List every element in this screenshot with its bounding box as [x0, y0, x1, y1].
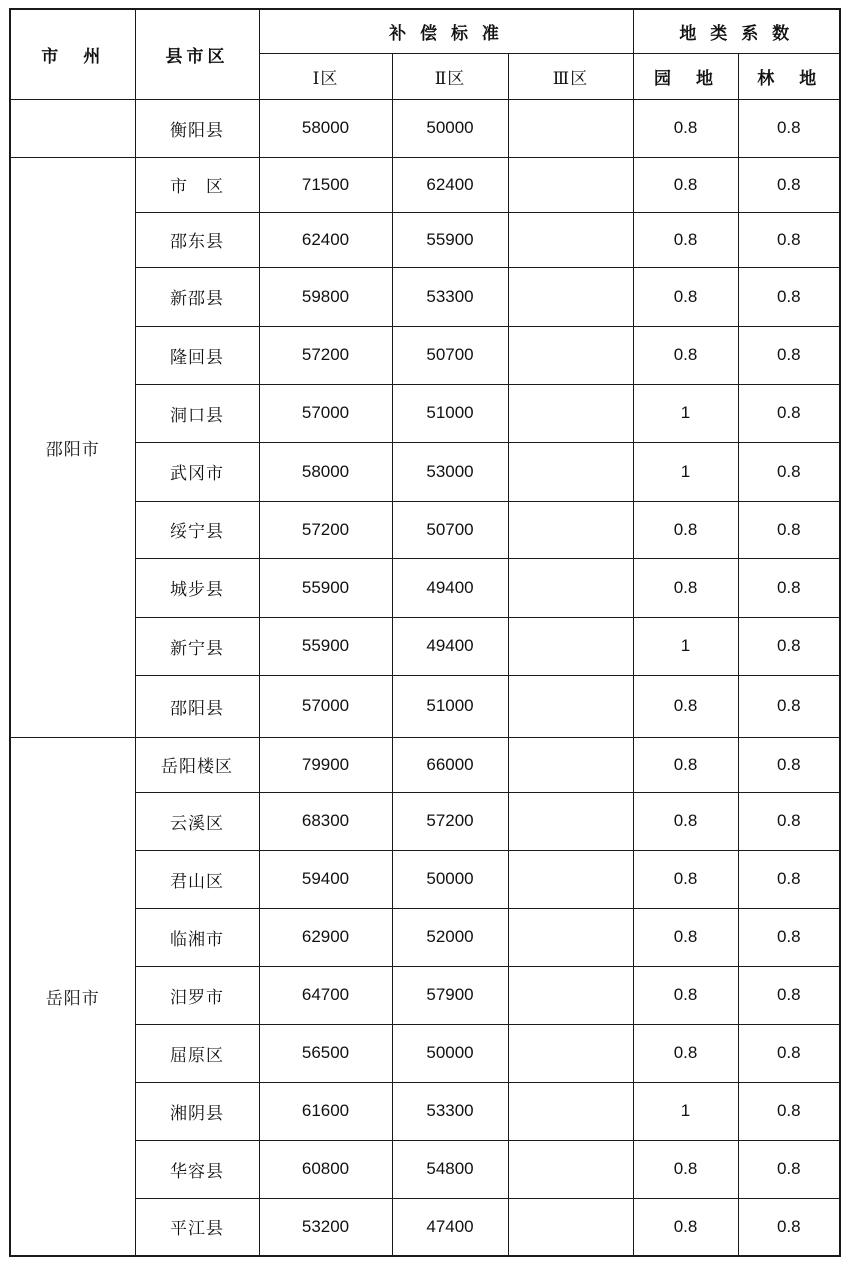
forest-coef: 0.8: [738, 792, 840, 850]
table-row: [10, 267, 840, 326]
zone2-value: 53300: [392, 1082, 508, 1140]
forest-coef: 0.8: [738, 99, 840, 157]
zone3-value: [508, 675, 633, 737]
zone1-value: 57000: [259, 384, 392, 442]
forest-coef: 0.8: [738, 1024, 840, 1082]
garden-coef: 1: [633, 1082, 738, 1140]
header-county: 县市区: [135, 9, 259, 99]
garden-coef: 0.8: [633, 267, 738, 326]
county-cell: 市 区: [135, 157, 259, 212]
forest-coef: 0.8: [738, 1082, 840, 1140]
zone1-value: 60800: [259, 1140, 392, 1198]
zone1-value: 59400: [259, 850, 392, 908]
county-cell: 新邵县: [135, 267, 259, 326]
forest-coef: 0.8: [738, 501, 840, 558]
county-cell: 岳阳楼区: [135, 737, 259, 792]
forest-coef: 0.8: [738, 384, 840, 442]
county-cell: 衡阳县: [135, 99, 259, 157]
table-body: [10, 99, 840, 1256]
zone2-value: 51000: [392, 675, 508, 737]
garden-coef: 0.8: [633, 157, 738, 212]
forest-coef: 0.8: [738, 675, 840, 737]
zone2-value: 53300: [392, 267, 508, 326]
garden-coef: 0.8: [633, 326, 738, 384]
table-row: [10, 1140, 840, 1198]
zone1-value: 57200: [259, 326, 392, 384]
header-zone-2: Ⅱ区: [392, 53, 508, 99]
zone2-value: 57200: [392, 792, 508, 850]
zone1-value: 58000: [259, 99, 392, 157]
garden-coef: 0.8: [633, 792, 738, 850]
zone3-value: [508, 384, 633, 442]
county-cell: 邵阳县: [135, 675, 259, 737]
table-row: [10, 617, 840, 675]
zone1-value: 68300: [259, 792, 392, 850]
zone1-value: 55900: [259, 558, 392, 617]
zone1-value: 71500: [259, 157, 392, 212]
zone3-value: [508, 737, 633, 792]
table-row: [10, 966, 840, 1024]
county-cell: 华容县: [135, 1140, 259, 1198]
city-cell: 邵阳市: [10, 157, 135, 737]
zone1-value: 59800: [259, 267, 392, 326]
garden-coef: 0.8: [633, 501, 738, 558]
zone3-value: [508, 1198, 633, 1256]
zone3-value: [508, 99, 633, 157]
zone1-value: 58000: [259, 442, 392, 501]
zone3-value: [508, 442, 633, 501]
zone2-value: 50700: [392, 326, 508, 384]
table-row: [10, 558, 840, 617]
header-garden: 园 地: [633, 53, 738, 99]
zone1-value: 79900: [259, 737, 392, 792]
garden-coef: 0.8: [633, 212, 738, 267]
county-cell: 洞口县: [135, 384, 259, 442]
table-row: [10, 1198, 840, 1256]
table-row: [10, 675, 840, 737]
forest-coef: 0.8: [738, 442, 840, 501]
zone2-value: 50000: [392, 850, 508, 908]
county-cell: 云溪区: [135, 792, 259, 850]
header-city: 市 州: [10, 9, 135, 99]
county-cell: 隆回县: [135, 326, 259, 384]
county-cell: 武冈市: [135, 442, 259, 501]
county-cell: 屈原区: [135, 1024, 259, 1082]
header-forest: 林 地: [738, 53, 840, 99]
zone2-value: 62400: [392, 157, 508, 212]
county-cell: 汨罗市: [135, 966, 259, 1024]
forest-coef: 0.8: [738, 212, 840, 267]
garden-coef: 0.8: [633, 1024, 738, 1082]
zone2-value: 49400: [392, 558, 508, 617]
zone3-value: [508, 1082, 633, 1140]
zone3-value: [508, 850, 633, 908]
garden-coef: 0.8: [633, 908, 738, 966]
zone2-value: 51000: [392, 384, 508, 442]
header-land-coefficient: 地 类 系 数: [633, 9, 840, 53]
garden-coef: 0.8: [633, 1140, 738, 1198]
zone1-value: 53200: [259, 1198, 392, 1256]
garden-coef: 0.8: [633, 966, 738, 1024]
county-cell: 平江县: [135, 1198, 259, 1256]
garden-coef: 1: [633, 442, 738, 501]
table-row: [10, 384, 840, 442]
city-cell: 岳阳市: [10, 737, 135, 1256]
zone1-value: 64700: [259, 966, 392, 1024]
zone3-value: [508, 326, 633, 384]
table-row: [10, 212, 840, 267]
zone2-value: 49400: [392, 617, 508, 675]
forest-coef: 0.8: [738, 617, 840, 675]
zone2-value: 50000: [392, 1024, 508, 1082]
zone1-value: 57000: [259, 675, 392, 737]
zone2-value: 57900: [392, 966, 508, 1024]
table-row: [10, 501, 840, 558]
compensation-table: [9, 8, 841, 1257]
table-row: [10, 792, 840, 850]
zone3-value: [508, 908, 633, 966]
garden-coef: 0.8: [633, 558, 738, 617]
table-row: [10, 1082, 840, 1140]
table-row: [10, 157, 840, 212]
garden-coef: 0.8: [633, 850, 738, 908]
forest-coef: 0.8: [738, 326, 840, 384]
forest-coef: 0.8: [738, 908, 840, 966]
county-cell: 君山区: [135, 850, 259, 908]
forest-coef: 0.8: [738, 558, 840, 617]
table-row: [10, 737, 840, 792]
forest-coef: 0.8: [738, 850, 840, 908]
garden-coef: 0.8: [633, 99, 738, 157]
county-cell: 城步县: [135, 558, 259, 617]
forest-coef: 0.8: [738, 157, 840, 212]
zone3-value: [508, 966, 633, 1024]
zone2-value: 50700: [392, 501, 508, 558]
zone1-value: 62900: [259, 908, 392, 966]
forest-coef: 0.8: [738, 966, 840, 1024]
zone3-value: [508, 501, 633, 558]
county-cell: 新宁县: [135, 617, 259, 675]
header-compensation-standard: 补 偿 标 准: [259, 9, 633, 53]
zone3-value: [508, 267, 633, 326]
zone3-value: [508, 1024, 633, 1082]
garden-coef: 1: [633, 384, 738, 442]
zone3-value: [508, 1140, 633, 1198]
table-row: [10, 850, 840, 908]
zone2-value: 55900: [392, 212, 508, 267]
table-row: [10, 1024, 840, 1082]
zone1-value: 61600: [259, 1082, 392, 1140]
forest-coef: 0.8: [738, 267, 840, 326]
county-cell: 绥宁县: [135, 501, 259, 558]
table-row: [10, 908, 840, 966]
table-row: [10, 99, 840, 157]
forest-coef: 0.8: [738, 737, 840, 792]
zone2-value: 54800: [392, 1140, 508, 1198]
city-cell: [10, 99, 135, 157]
garden-coef: 0.8: [633, 675, 738, 737]
county-cell: 湘阴县: [135, 1082, 259, 1140]
forest-coef: 0.8: [738, 1198, 840, 1256]
header-zone-1: Ⅰ区: [259, 53, 392, 99]
table-row: [10, 442, 840, 501]
zone1-value: 57200: [259, 501, 392, 558]
garden-coef: 0.8: [633, 737, 738, 792]
zone3-value: [508, 792, 633, 850]
zone2-value: 50000: [392, 99, 508, 157]
zone1-value: 55900: [259, 617, 392, 675]
zone3-value: [508, 617, 633, 675]
garden-coef: 0.8: [633, 1198, 738, 1256]
forest-coef: 0.8: [738, 1140, 840, 1198]
zone1-value: 56500: [259, 1024, 392, 1082]
header-zone-3: Ⅲ区: [508, 53, 633, 99]
zone3-value: [508, 212, 633, 267]
zone2-value: 53000: [392, 442, 508, 501]
zone3-value: [508, 157, 633, 212]
garden-coef: 1: [633, 617, 738, 675]
zone1-value: 62400: [259, 212, 392, 267]
county-cell: 临湘市: [135, 908, 259, 966]
zone2-value: 66000: [392, 737, 508, 792]
zone3-value: [508, 558, 633, 617]
zone2-value: 52000: [392, 908, 508, 966]
table-row: [10, 326, 840, 384]
zone2-value: 47400: [392, 1198, 508, 1256]
county-cell: 邵东县: [135, 212, 259, 267]
